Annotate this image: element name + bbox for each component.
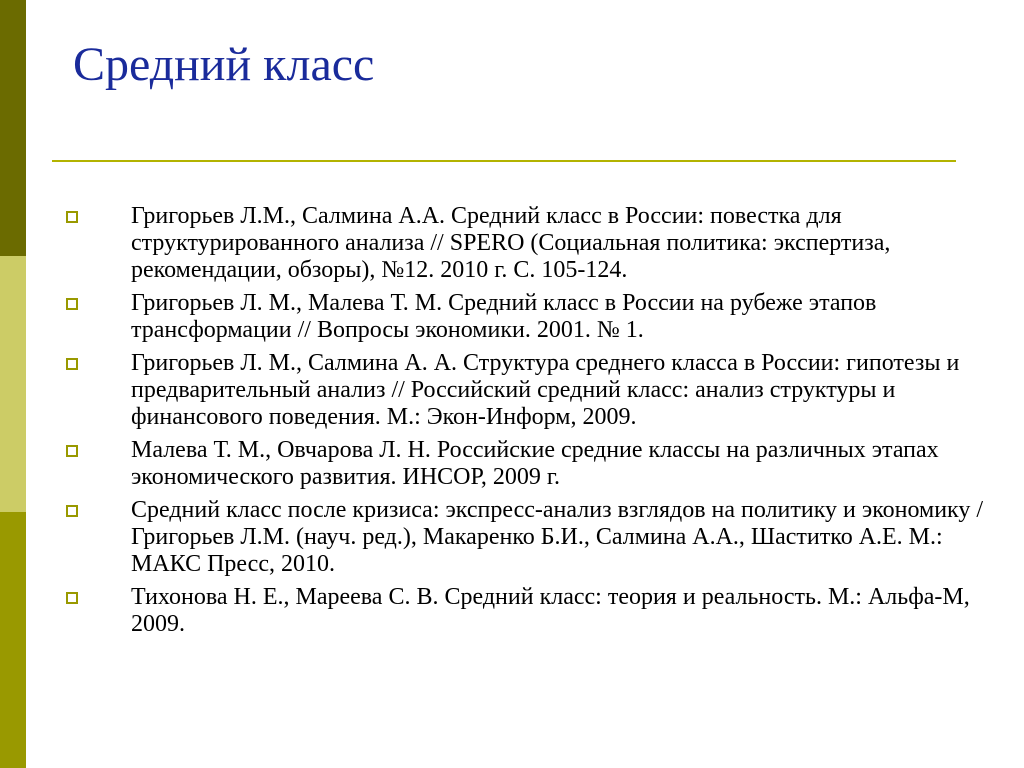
hollow-square-bullet-icon: [66, 592, 78, 604]
reference-text: Григорьев Л. М., Малева Т. М. Средний класс в России на рубеже этапов трансформации // Вопросы экономики. 2001. № 1.: [131, 290, 877, 343]
reference-text: Григорьев Л. М., Салмина А. А. Структура среднего класса в России: гипотезы и предварительный анализ // Российский средний класс: анализ структуры и финансового поведения. М.: Экон-Информ, 2009.: [131, 350, 960, 430]
list-item: [62, 497, 992, 578]
list-item: [62, 290, 992, 344]
reference-text: Малева Т. М., Овчарова Л. Н. Российские средние классы на различных этапах экономического развития. ИНСОР, 2009 г.: [131, 437, 939, 490]
list-item: [62, 203, 992, 284]
side-strip-bottom: [0, 512, 26, 768]
slide-title: Средний класс: [73, 38, 375, 91]
side-strip-top: [0, 0, 26, 256]
list-item: [62, 437, 992, 491]
title-divider: [52, 160, 956, 162]
hollow-square-bullet-icon: [66, 505, 78, 517]
list-item: [62, 350, 992, 431]
reference-list: [62, 203, 992, 644]
reference-text: Григорьев Л.М., Салмина А.А. Средний класс в России: повестка для структурированного анализа // SPERO (Социальная политика: экспертиза, рекомендации, обзоры), №12. 2010 г. С. 105-124.: [131, 203, 891, 283]
reference-text: Средний класс после кризиса: экспресс-анализ взглядов на политику и экономику / Григорьев Л.М. (науч. ред.), Макаренко Б.И., Салмина А.А., Шаститко А.Е. М.: МАКС Пресс, 2010.: [131, 497, 984, 577]
hollow-square-bullet-icon: [66, 298, 78, 310]
side-strip-middle: [0, 256, 26, 512]
hollow-square-bullet-icon: [66, 358, 78, 370]
hollow-square-bullet-icon: [66, 211, 78, 223]
hollow-square-bullet-icon: [66, 445, 78, 457]
list-item: [62, 584, 992, 638]
reference-text: Тихонова Н. Е., Мареева С. В. Средний класс: теория и реальность. М.: Альфа-М, 2009.: [131, 584, 970, 637]
